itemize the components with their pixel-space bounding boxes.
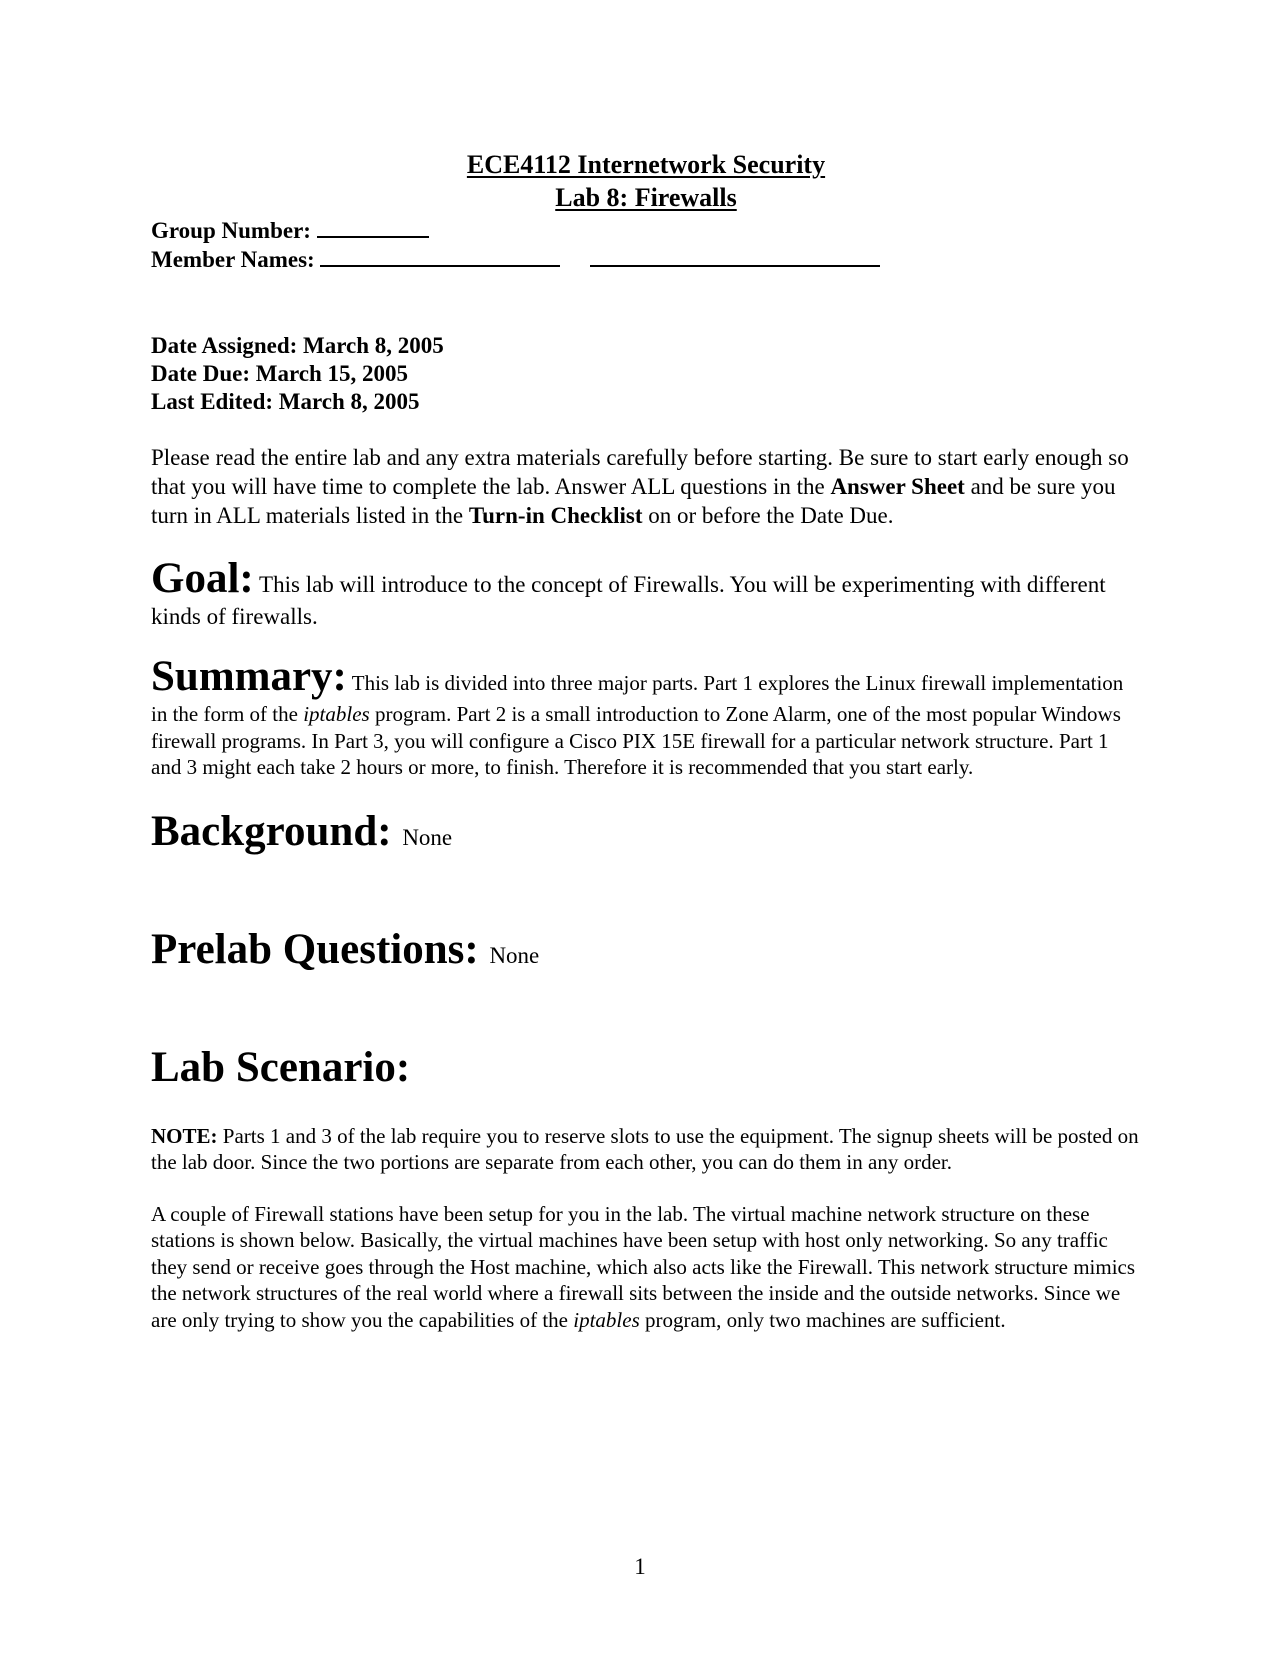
page-number: 1 bbox=[634, 1554, 646, 1579]
note-label: NOTE: bbox=[151, 1123, 218, 1148]
member-name-blank-1 bbox=[320, 245, 560, 267]
iptables-term: iptables bbox=[573, 1307, 640, 1332]
scenario-paragraph: A couple of Firewall stations have been setup for you in the lab. The virtual machine network structure on these stations is shown below. Basically, the virtual machines have been setup with host only networking. So any traffic they send or receive goes through the Host machine, which also acts like the Firewall. This network structure mimics the network structures of the real world where a firewall sits between the inside and the outside networks. Since we are only trying to show you the capabilities of the iptables program, only two machines are sufficient. bbox=[151, 1201, 1136, 1332]
background-value: None bbox=[402, 824, 453, 850]
prelab-heading: Prelab Questions: None bbox=[151, 925, 540, 973]
turnin-checklist-text: Turn-in Checklist bbox=[468, 503, 643, 528]
answer-sheet-text: Answer Sheet bbox=[830, 474, 965, 499]
summary-heading: Summary: bbox=[151, 653, 347, 700]
background-heading: Background: None bbox=[151, 807, 453, 855]
prelab-value: None bbox=[489, 942, 540, 968]
lab-scenario-heading: Lab Scenario: bbox=[151, 1043, 411, 1091]
document-page bbox=[151, 148, 1141, 1333]
member-names-field bbox=[151, 245, 1141, 274]
goal-section bbox=[151, 555, 1141, 633]
date-due: Date Due: March 15, 2005 bbox=[151, 361, 408, 386]
date-assigned: Date Assigned: March 8, 2005 bbox=[151, 333, 444, 358]
iptables-term: iptables bbox=[303, 702, 370, 726]
group-number-blank bbox=[317, 216, 429, 238]
member-name-blank-2 bbox=[590, 245, 880, 267]
group-number-label: Group Number: bbox=[151, 218, 311, 243]
goal-heading: Goal: bbox=[151, 555, 254, 602]
group-number-field bbox=[151, 216, 1141, 245]
intro-paragraph: Please read the entire lab and any extra materials carefully before starting. Be sure to start early enough so that you will have time to complete the lab. Answer ALL questions in the Answer Sheet and be sure you turn in ALL materials listed in the Turn-in Checklist on or before the Date Due. bbox=[151, 445, 1129, 528]
goal-text: This lab will introduce to the concept of Firewalls. You will be experimenting with different kinds of firewalls. bbox=[151, 572, 1106, 629]
last-edited: Last Edited: March 8, 2005 bbox=[151, 389, 420, 414]
note-paragraph: NOTE: Parts 1 and 3 of the lab require you to reserve slots to use the equipment. The signup sheets will be posted on the lab door. Since the two portions are separate from each other, you can do them in any order. bbox=[151, 1123, 1139, 1174]
course-title: ECE4112 Internetwork Security bbox=[466, 150, 826, 179]
member-names-label: Member Names: bbox=[151, 247, 315, 272]
dates-block bbox=[151, 332, 1141, 416]
summary-section: Summary: This lab is divided into three major parts. Part 1 explores the Linux firewall implementation in the form of the iptables program. Part 2 is a small introduction to Zone Alarm, one of the most popular Windows firewall programs. In Part 3, you will configure a Cisco PIX 15E firewall for a particular network structure. Part 1 and 3 might each take 2 hours or more, to finish. Therefore it is recommended that you start early. bbox=[151, 653, 1124, 779]
lab-title: Lab 8: Firewalls bbox=[555, 183, 737, 212]
